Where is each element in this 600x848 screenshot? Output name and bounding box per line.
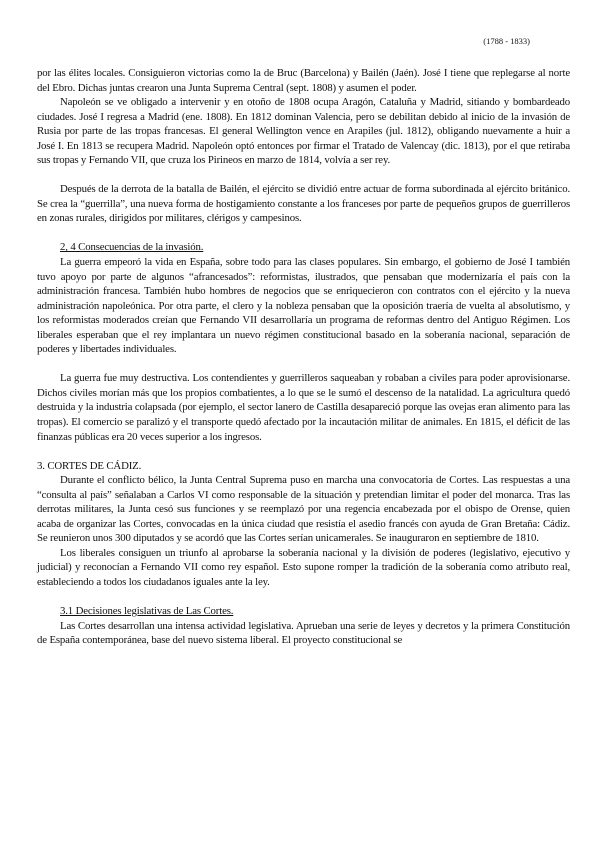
paragraph-afrancesados: La guerra empeoró la vida en España, sobre todo para las clases populares. Sin embargo, el gobierno de José I también tuvo apoyo por parte de algunos “afrancesados”: reformistas, ilustrados, que pensaban que modernizaría el país con la administración francesa. También hubo hombres de negocios que se enriquecieron con contratos con el ejército y la nueva administración napoleónica. Por otra parte, el clero y la nobleza pensaban que la oposición traería de vuelta al absolutismo, y los reformistas moderados creían que Fernando VII desarrollaría un programa de reformas dentro del Antiguo Régimen. Los liberales esperaban que el rey implantara un nuevo régimen constitucional basado en la soberanía nacional, separación de poderes y libertades individuales. bbox=[37, 256, 570, 356]
paragraph-actividad-legislativa: Las Cortes desarrollan una intensa actividad legislativa. Aprueban una serie de leyes y decretos y la primera Constitución de España contemporánea, base del nuevo sistema liberal. El proyecto constitucional se bbox=[37, 619, 570, 647]
section-heading-decisiones: 3.1 Decisiones legislativas de Las Cortes. bbox=[60, 605, 234, 617]
paragraph-destruccion: La guerra fue muy destructiva. Los contendientes y guerrilleros saqueaban y robaban a civiles para poder aprovisionarse. Dichos civiles morían más que los propios combatientes, a lo que se le sumó el descenso de la natalidad. La agricultura quedó destruida y la industria colapsada (por ejemplo, el sector lanero de Castilla desapareció porque las ovejas eran alimento para las tropas). El comercio se paralizó y el transporte quedó afectado por la incautación militar de animales. En 1815, el déficit de las finanzas públicas era 20 veces superior a los ingresos. bbox=[37, 372, 570, 443]
document-body bbox=[37, 66, 570, 648]
paragraph-convocatoria: Durante el conflicto bélico, la Junta Central Suprema puso en marcha una convocatoria de Cortes. Las respuestas a una “consulta al país” señalaban a Carlos VI como responsable de la situación y pretendian limitar el poder del monarca. Tras las derrotas militares, la Junta cesó sus funciones y se reemplazó por una regencia encabezada por el obispo de Orense, quien acaba de organizar las Cortes, convocadas en la única ciudad que resistía el asedio francés con ayuda de Gran Bretaña: Cádiz. Se reunieron unos 300 diputados y se acordó que las Cortes serían unicamerales. Se inauguraron en septiembre de 1810. bbox=[37, 474, 570, 545]
paragraph-napoleon: Napoleón se ve obligado a intervenir y en otoño de 1808 ocupa Aragón, Cataluña y Madrid, sitiando y bombardeado ciudades. José I regresa a Madrid (ene. 1808). En 1812 dominan Valencia, pero se debilitan debido al inicio de la invasión de Rusia por parte de las tropas francesas. El general Wellington vence en Arapiles (jul. 1812), obligando nuevamente a huir a José I. En 1813 se recupera Madrid. Napoleón optó entonces por firmar el Tratado de Valencay (dic. 1813), por el que retiraba sus tropas y Fernando VII, que cruza los Pirineos en marzo de 1814, volvía a ser rey. bbox=[37, 96, 570, 167]
paragraph-guerrilla: Después de la derrota de la batalla de Bailén, el ejército se dividió entre actuar de forma subordinada al ejército británico. Se crea la “guerrilla”, una nueva forma de hostigamiento constante a los franceses por parte de pequeños grupos de guerrilleros en zonas rurales, dirigidos por militares, clérigos y campesinos. bbox=[37, 183, 570, 225]
header-date-range: (1788 - 1833) bbox=[483, 36, 530, 46]
paragraph-liberales: Los liberales consiguen un triunfo al aprobarse la soberanía nacional y la división de poderes (legislativo, ejecutivo y judicial) y reconocían a Fernando VII como rey español. Esto supone romper la tradición de la soberanía como atributo real, estableciendo a todos los ciudadanos iguales ante la ley. bbox=[37, 546, 570, 588]
section-heading-consecuencias: 2, 4 Consecuencias de la invasión. bbox=[60, 241, 204, 254]
paragraph-juntas: por las élites locales. Consiguieron victorias como la de Bruc (Barcelona) y Bailén (Jaén). José I tiene que replegarse al norte del Ebro. Dichas juntas crearon una Junta Suprema Central (sept. 1808) y asumen el poder. bbox=[37, 67, 570, 94]
section-heading-cortes-cadiz: 3. CORTES DE CÁDIZ. bbox=[37, 459, 142, 472]
